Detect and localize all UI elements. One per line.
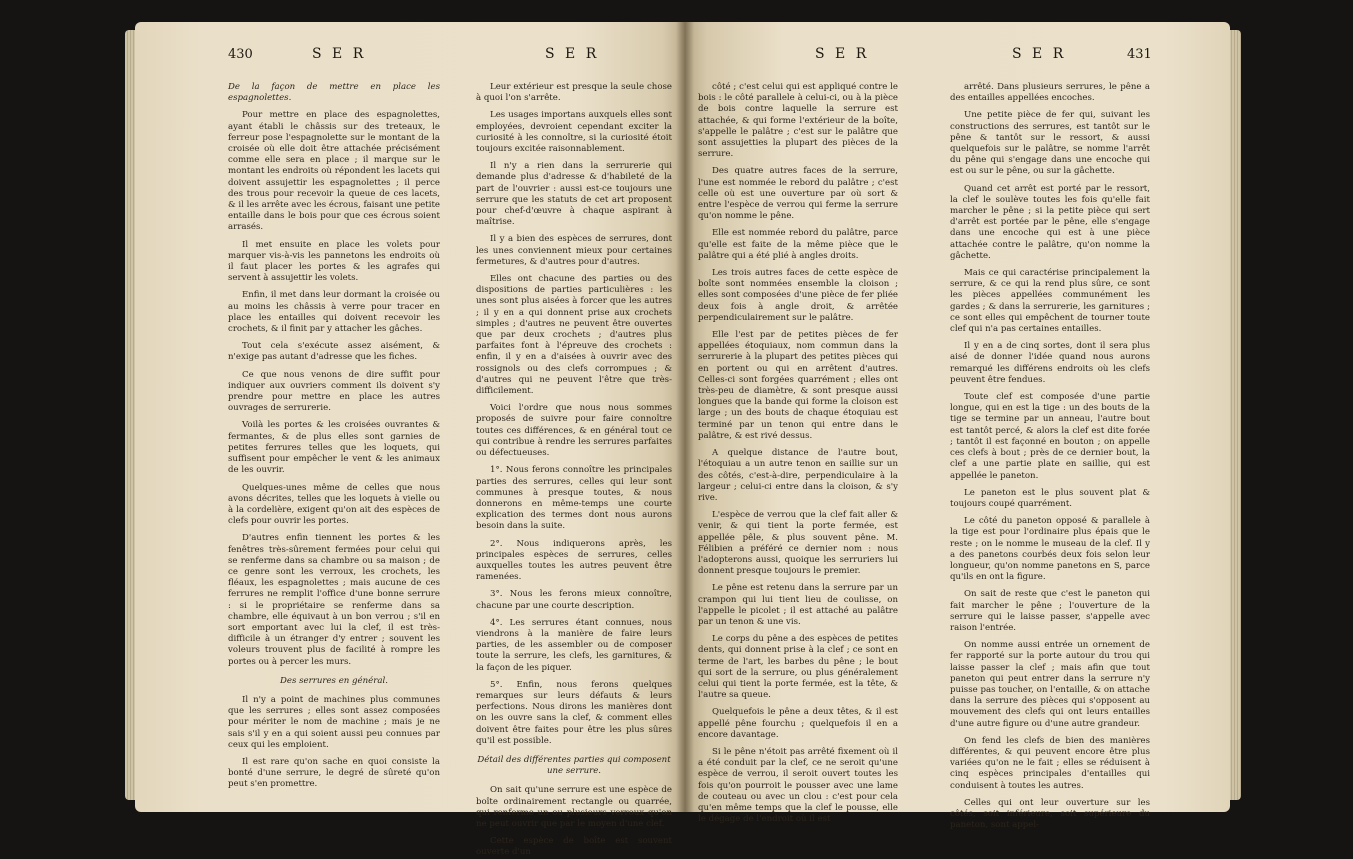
paragraph: Les usages importans auxquels elles sont employées, devroient cependant exciter la curiosité à les connoître, si la curiosité étoit toujours excitée raisonnablement. <box>476 110 672 155</box>
paragraph: Il est rare qu'on sache en quoi consiste la bonté d'une serrure, le degré de sûreté qu'on peut s'en promettre. <box>228 756 440 790</box>
paragraph: On fend les clefs de bien des manières différentes, & qui peuvent encore être plus variées qu'on ne le fait ; elles se réduisent à cinq espèces principales d'entailles qui conduisent à toutes les autres. <box>950 735 1150 791</box>
paragraph: Cette espèce de boîte est souvent ouverte d'un <box>476 836 672 858</box>
paragraph: arrêté. Dans plusieurs serrures, le pêne a des entailles appellées encoches. <box>950 82 1150 104</box>
paragraph: Voici l'ordre que nous nous sommes proposés de suivre pour faire connoître toutes ces différences, & en général tout ce qui contribue à rendre les serrures parfaites ou défectueuses. <box>476 403 672 459</box>
paragraph: On sait de reste que c'est le paneton qui fait marcher le pêne ; l'ouverture de la serrure qui le laisse passer, s'appelle avec raison l'entrée. <box>950 589 1150 633</box>
left-page-number: 430 <box>228 47 253 62</box>
paragraph: Il y a bien des espèces de serrures, dont les unes conviennent mieux pour certaines fermetures, & d'autres pour d'autres. <box>476 234 672 267</box>
paragraph: L'espèce de verrou que la clef fait aller & venir, & qui tient la porte fermée, est appellée pêle, & plus souvent pêne. M. Félibien a préféré ce dernier nom : nous l'adopterons aussi, quoique les serruriers lui donnent presque toujours le premier. <box>698 510 898 577</box>
paragraph: Le paneton est le plus souvent plat & toujours coupé quarrément. <box>950 487 1150 509</box>
paragraph: Il n'y a point de machines plus communes que les serrures ; elles sont assez composées pour mériter le nom de machine ; mais je ne sais s'il y en a qui soient aussi peu connues par ceux qui les emploient. <box>228 694 440 750</box>
left-running-head-2: S E R <box>545 46 600 62</box>
paragraph: Celles qui ont leur ouverture sur les côtés, soit inférieure, soit supérieure du paneton, sont appel- <box>950 797 1150 831</box>
paragraph: Leur extérieur est presque la seule chose à quoi l'on s'arrête. <box>476 82 672 104</box>
paragraph: Elle est nommée rebord du palâtre, parce qu'elle est faite de la même pièce que le palâtre qui a été plié à angles droits. <box>698 228 898 261</box>
paragraph: Quand cet arrêt est porté par le ressort, la clef le soulève toutes les fois qu'elle fait marcher le pêne ; si la petite pièce qui sert d'arrêt est portée par le pêne, elle s'engage dans une encoche qui est à une pièce attachée contre le palâtre, qu'on nomme la gâchette. <box>950 183 1150 261</box>
paragraph: 1°. Nous ferons connoître les principales parties des serrures, celles qui leur sont communes à presque toutes, & nous donnerons en même-temps une courte explication des termes dont nous aurons besoin dans la suite. <box>476 465 672 532</box>
section-title: De la façon de mettre en place les espagnolettes. <box>228 82 440 104</box>
right-running-head-1: S E R <box>815 46 870 62</box>
paragraph: Le corps du pêne a des espèces de petites dents, qui donnent prise à la clef ; ce sont en terme de l'art, les barbes du pêne ; le bout qui sort de la serrure, ou plus généralement celui qui tient la porte fermée, est la tête, & l'autre sa queue. <box>698 634 898 701</box>
right-running-head-2: S E R <box>1012 46 1067 62</box>
paragraph: 2°. Nous indiquerons après, les principales espèces de serrures, celles auxquelles toutes les autres peuvent être ramenées. <box>476 538 672 583</box>
paragraph: Il n'y a rien dans la serrurerie qui demande plus d'adresse & d'habileté de la part de l'ouvrier : aussi est-ce toujours une serrure que les statuts de cet art proposent pour chef-d'œuvre à chaque aspirant à maîtrise. <box>476 161 672 228</box>
paragraph: Il y en a de cinq sortes, dont il sera plus aisé de donner l'idée quand nous aurons remarqué les différens endroits où les clefs peuvent être fendues. <box>950 341 1150 385</box>
section-heading: Des serrures en général. <box>280 675 388 686</box>
paragraph: A quelque distance de l'autre bout, l'étoquiau a un autre tenon en saillie sur un des côtés, c'est-à-dire, perpendiculaire à la largeur ; celui-ci entre dans la cloison, & s'y rive. <box>698 448 898 503</box>
paragraph: Voilà les portes & les croisées ouvrantes & fermantes, & de plus elles sont garnies de petites ferrures telles que les loquets, qui suffisent pour empêcher le vent & les animaux de les ouvrir. <box>228 420 440 476</box>
page-edges-right <box>1229 30 1241 800</box>
paragraph: Si le pêne n'étoit pas arrêté fixement où il a été conduit par la clef, ce ne seroit qu'une espèce de verrou, il seroit ouvert toutes les fois qu'on pourroit le pousser avec une lame de couteau ou avec un clou : c'est pour cela qu'en même temps que la clef le pousse, elle le dégage de l'endroit où il est <box>698 746 898 825</box>
paragraph: 4°. Les serrures étant connues, nous viendrons à la manière de faire leurs parties, de les assembler ou de composer toute la serrure, les clefs, les garnitures, & la façon de les piquer. <box>476 617 672 673</box>
paragraph: Les trois autres faces de cette espèce de boîte sont nommées ensemble la cloison ; elles sont composées d'une pièce de fer pliée deux fois à angle droit, & arrêtée perpendiculairement sur le palâtre. <box>698 268 898 323</box>
paragraph: Des quatre autres faces de la serrure, l'une est nommée le rebord du palâtre ; c'est celle où est une ouverture par où sort & entre l'espèce de verrou qui ferme la serrure qu'on nomme le pêne. <box>698 166 898 222</box>
paragraph: 3°. Nous les ferons mieux connoître, chacune par une courte description. <box>476 589 672 611</box>
paragraph: Mais ce qui caractérise principalement la serrure, & ce qui la rend plus sûre, ce sont les pièces appellées communément les gardes ; & dans la serrurerie, les garnitures ; ce sont elles qui empêchent de tourner toute clef qui n'a pas certaines entailles. <box>950 268 1150 335</box>
right-page-number: 431 <box>1127 47 1152 62</box>
paragraph: Elle l'est par de petites pièces de fer appellées étoquiaux, nom commun dans la serrurerie à la plupart des petites pièces qui en portent ou qui en arrêtent d'autres. Celles-ci sont forgées quarrément ; elles ont très-peu de diamètre, & sont presque aussi longues que la bande qui forme la cloison est large ; un des bouts de chaque étoquiau est terminé par un tenon qui entre dans le palâtre, & est rivé dessus. <box>698 330 898 441</box>
paragraph: Une petite pièce de fer qui, suivant les constructions des serrures, est tantôt sur le pêne & tantôt sur le ressort, & aussi quelquefois sur le palâtre, se nomme l'arrêt du pêne qui s'engage dans une encoche qui est ou sur le pêne, ou sur la gâchette. <box>950 110 1150 177</box>
paragraph: D'autres enfin tiennent les portes & les fenêtres très-sûrement fermées pour celui qui se renferme dans sa chambre ou sa maison ; de ce genre sont les verroux, les crochets, les fléaux, les espagnolettes ; mais aucune de ces ferrures ne remplit l'office d'une bonne serrure : si le propriétaire se renferme dans sa chambre, elle équivaut à un bon verrou ; s'il en sort emportant avec lui la clef, il est très-difficile à un étranger d'y entrer ; souvent les voleurs trouvent plus de facilité à rompre les portes ou à percer les murs. <box>228 533 440 667</box>
paragraph: Quelques-unes même de celles que nous avons décrites, telles que les loquets à vielle ou à la cordelière, exigent qu'on ait des espèces de clefs pour ouvrir les portes. <box>228 482 440 527</box>
paragraph: Pour mettre en place des espagnolettes, ayant établi le châssis sur des treteaux, le ferreur pose l'espagnolette sur le montant de la croisée où elle doit être attachée précisément comme elle sera en place ; il marque sur le montant les endroits où répondent les lacets qui doivent assujettir les espagnolettes ; il perce des trous pour recevoir la queue de ces lacets, & il les arrête avec les écrous, faisant une petite entaille dans le bois pour que ces écrous soient arrasés. <box>228 110 440 233</box>
paragraph: Toute clef est composée d'une partie longue, qui en est la tige : un des bouts de la tige se termine par un anneau, l'autre bout est tantôt percé, & alors la clef est dite forée ; tantôt il est façonné en bouton ; on appelle ces clefs à bout ; près de ce dernier bout, la clef a une partie plate en saillie, qui est appellée le paneton. <box>950 392 1150 481</box>
paragraph: Le côté du paneton opposé & parallele à la tige est pour l'ordinaire plus épais que le reste ; on le nomme le museau de la clef. Il y a des panetons courbés deux fois selon leur longueur, qu'on nomme panetons en S, parce qu'ils en ont la figure. <box>950 516 1150 583</box>
book-gutter <box>676 22 694 812</box>
paragraph: Le pêne est retenu dans la serrure par un crampon qui lui tient lieu de coulisse, on l'appelle le picolet ; il est attaché au palâtre par un tenon & une vis. <box>698 583 898 627</box>
paragraph: On nomme aussi entrée un ornement de fer rapporté sur la porte autour du trou qui laisse passer la clef ; mais afin que tout paneton qui peut entrer dans la serrure n'y puisse pas toucher, on l'entaille, & on attache dans la serrure des pièces qui s'opposent au mouvement des clefs qui ont leurs entailles d'une autre figure ou d'une autre grandeur. <box>950 640 1150 729</box>
paragraph: Ce que nous venons de dire suffit pour indiquer aux ouvriers comment ils doivent s'y prendre pour mettre en place les autres ouvrages de serrurerie. <box>228 369 440 414</box>
left-page-column-1 <box>228 82 440 790</box>
paragraph: Quelquefois le pêne a deux têtes, & il est appellé pêne fourchu ; quelquefois il en a encore davantage. <box>698 707 898 740</box>
paragraph: On sait qu'une serrure est une espèce de boîte ordinairement rectangle ou quarrée, qui renferme un ou plusieurs verroux qu'on ne peut ouvrir que par le moyen d'une clef. <box>476 785 672 829</box>
paragraph: côté ; c'est celui qui est appliqué contre le bois : le côté parallele à celui-ci, ou à la pièce de bois contre laquelle la serrure est attachée, & qui forme l'extérieur de la boîte, s'appelle le palâtre ; c'est sur le palâtre que sont assujetties la plupart des pièces de la serrure. <box>698 82 898 160</box>
paragraph: Elles ont chacune des parties ou des dispositions de parties particulières : les unes sont plus aisées à forcer que les autres ; il y en a qui donnent prise aux crochets simples ; d'autres ne peuvent être ouvertes que par deux crochets ; d'autres plus parfaites font à l'épreuve des crochets : enfin, il y en a d'aisées à ouvrir avec des rossignols ou des clefs corrompues ; & d'autres qui ne peuvent l'être que très-difficilement. <box>476 274 672 397</box>
paragraph: Enfin, il met dans leur dormant la croisée ou au moins les châssis à verre pour tracer en place les entailles qui doivent recevoir les crochets, & il finit par y attacher les gâches. <box>228 290 440 335</box>
right-page-column-1 <box>698 82 898 825</box>
section-heading: Détail des différentes parties qui composent une serrure. <box>477 754 671 777</box>
left-page-column-2 <box>476 82 672 858</box>
paragraph: Tout cela s'exécute assez aisément, & n'exige pas autant d'adresse que les fiches. <box>228 341 440 363</box>
right-page-column-2 <box>950 82 1150 831</box>
paragraph: Il met ensuite en place les volets pour marquer vis-à-vis les pannetons les endroits où il faut placer les portes & les agrafes qui servent à assujettir les volets. <box>228 239 440 284</box>
paragraph: 5°. Enfin, nous ferons quelques remarques sur leurs défauts & leurs perfections. Nous dirons les manières dont on les ouvre sans la clef, & comment elles doivent être faites pour être les plus sûres qu'il est possible. <box>476 679 672 746</box>
left-running-head-1: S E R <box>312 46 367 62</box>
